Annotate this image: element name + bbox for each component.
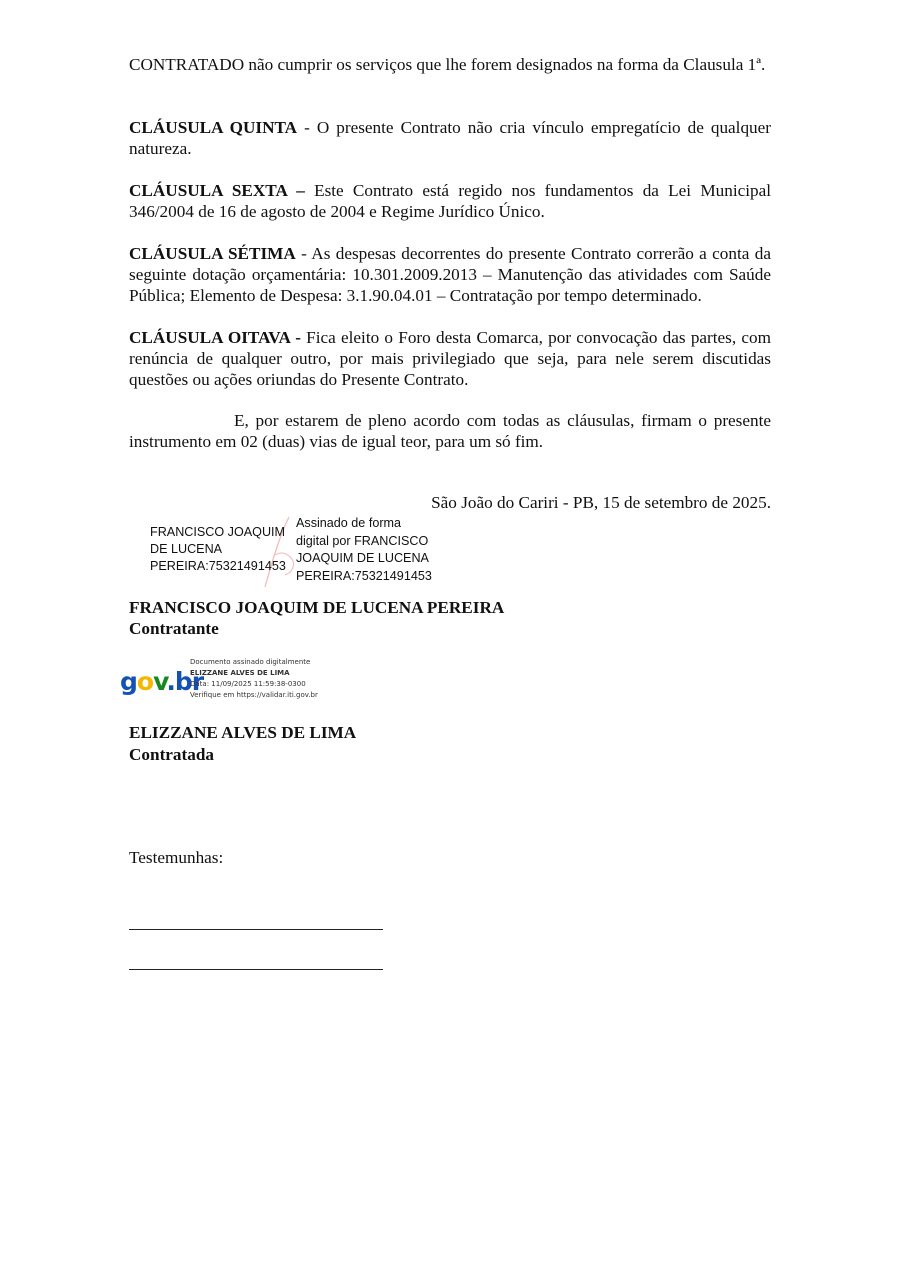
paragraph-clause-continuation: CONTRATADO não cumprir os serviços que lhe forem designados na forma da Clausula 1ª. — [129, 55, 766, 74]
witnesses-label: Testemunhas: — [129, 848, 224, 867]
contratada-role: Contratada — [129, 745, 214, 764]
contratante-name: FRANCISCO JOAQUIM DE LUCENA PEREIRA — [129, 598, 505, 617]
clause-six-label: CLÁUSULA SEXTA – — [129, 181, 305, 200]
paragraph-clause-seven: CLÁUSULA SÉTIMA - As despesas decorrentes do presente Contrato correrão a conta da seguinte dotação orçamentária: 10.301.2009.2013 – Manutenção das atividades com Saúde Pública; Elemento de Despesa: 3.1.90.04.01 – Contratação por tempo determinado. — [129, 244, 771, 305]
witness-signature-line-1 — [129, 929, 383, 930]
clause-five-label: CLÁUSULA QUINTA — [129, 118, 298, 137]
digital-signature-block — [150, 515, 450, 590]
contratante-role: Contratante — [129, 619, 219, 638]
date-line: São João do Cariri - PB, 15 de setembro de 2025. — [431, 493, 771, 512]
paragraph-clause-five: CLÁUSULA QUINTA - O presente Contrato não cria vínculo empregatício de qualquer natureza. — [129, 118, 771, 158]
contratada-name: ELIZZANE ALVES DE LIMA — [129, 723, 357, 742]
govbr-stamp-text: Documento assinado digitalmente ELIZZANE ALVES DE LIMA Data: 11/09/2025 11:59:38-0300 Verifique em https://validar.iti.gov.br — [190, 658, 318, 699]
signature-info-block: Assinado de forma digital por FRANCISCO JOAQUIM DE LUCENA PEREIRA:75321491453 — [296, 516, 432, 583]
govbr-signature-stamp — [120, 655, 360, 711]
govbr-logo: gov.br — [120, 667, 204, 696]
signer-name-block: FRANCISCO JOAQUIM DE LUCENA PEREIRA:75321491453 — [150, 525, 286, 573]
clause-eight-label: CLÁUSULA OITAVA - — [129, 328, 301, 347]
clause-seven-label: CLÁUSULA SÉTIMA — [129, 244, 296, 263]
paragraph-closing: E, por estarem de pleno acordo com todas as cláusulas, firmam o presente instrumento em 02 (duas) vias de igual teor, para um só fim. — [129, 411, 771, 451]
witness-signature-line-2 — [129, 969, 383, 970]
paragraph-clause-eight: CLÁUSULA OITAVA - Fica eleito o Foro desta Comarca, por convocação das partes, com renúncia de qualquer outro, por mais privilegiado que seja, para nele serem discutidas questões ou ações oriundas do Presente Contrato. — [129, 328, 771, 389]
paragraph-clause-six: CLÁUSULA SEXTA – Este Contrato está regido nos fundamentos da Lei Municipal 346/2004 de 16 de agosto de 2004 e Regime Jurídico Único. — [129, 181, 771, 221]
